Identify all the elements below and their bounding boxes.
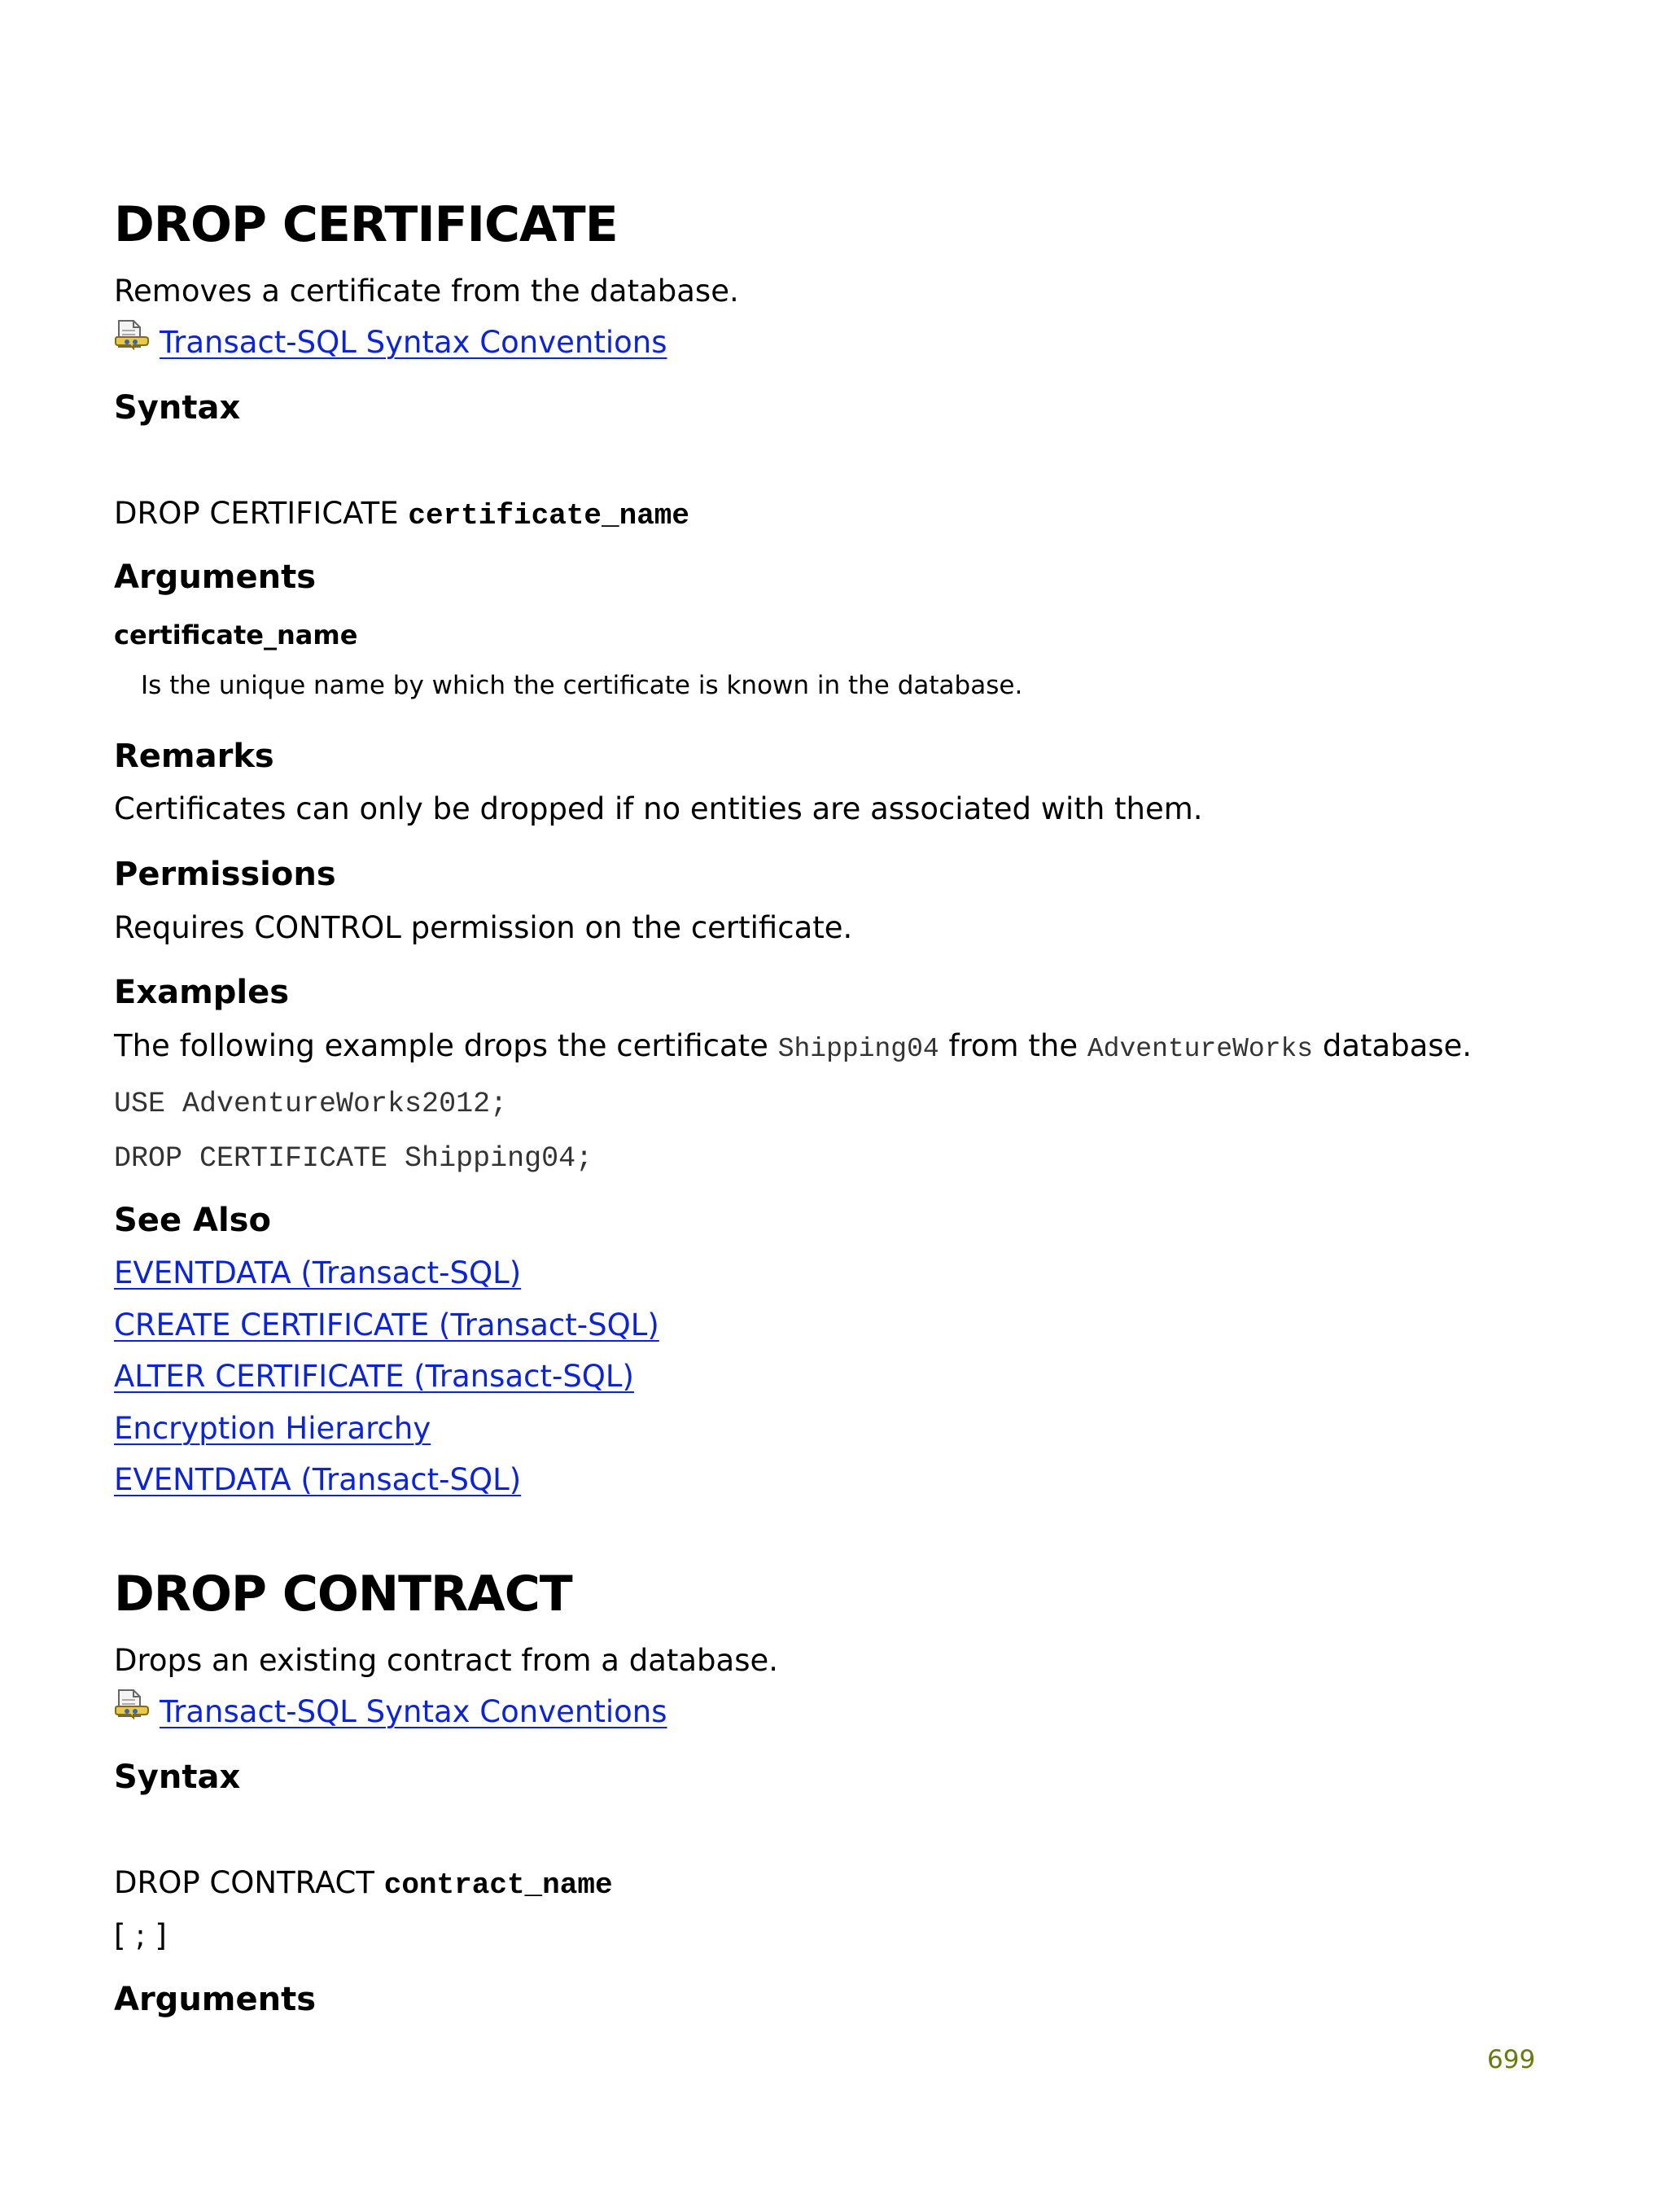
- see-also-link[interactable]: Encryption Hierarchy: [114, 1411, 431, 1446]
- permissions-text: Requires CONTROL permission on the certificate.: [114, 910, 853, 945]
- syntax-conventions-link[interactable]: Transact-SQL Syntax Conventions: [160, 1694, 667, 1729]
- code-line: USE AdventureWorks2012;: [114, 1088, 508, 1120]
- syntax-heading: Syntax: [114, 1759, 241, 1796]
- syntax-argument: contract_name: [383, 1868, 613, 1902]
- see-also-heading: See Also: [114, 1202, 271, 1239]
- remarks-text: Certificates can only be dropped if no entities are associated with them.: [114, 791, 1203, 826]
- syntax-line: [114, 1864, 613, 1905]
- example-text: from the: [948, 1028, 1079, 1063]
- syntax-line: [114, 494, 689, 536]
- see-also-link[interactable]: EVENTDATA (Transact-SQL): [114, 1255, 522, 1290]
- inline-code: Shipping04: [777, 1034, 939, 1064]
- example-text: The following example drops the certificate: [114, 1028, 768, 1063]
- syntax-terminator: [ ; ]: [114, 1918, 167, 1953]
- example-text: database.: [1322, 1028, 1472, 1063]
- see-also-link[interactable]: EVENTDATA (Transact-SQL): [114, 1462, 522, 1497]
- syntax-argument: certificate_name: [408, 499, 690, 532]
- inline-code: AdventureWorks: [1087, 1034, 1314, 1064]
- code-line: DROP CERTIFICATE Shipping04;: [114, 1142, 593, 1175]
- syntax-keyword: DROP CONTRACT: [114, 1865, 374, 1900]
- examples-heading: Examples: [114, 974, 290, 1011]
- see-also-link[interactable]: CREATE CERTIFICATE (Transact-SQL): [114, 1307, 659, 1343]
- linked-document-icon: [114, 319, 150, 352]
- page-number: 699: [1487, 2045, 1536, 2074]
- section-title: DROP CERTIFICATE: [114, 196, 618, 253]
- syntax-keyword: DROP CERTIFICATE: [114, 496, 399, 531]
- see-also-link[interactable]: ALTER CERTIFICATE (Transact-SQL): [114, 1359, 634, 1394]
- section-title: DROP CONTRACT: [114, 1566, 572, 1623]
- section-description: Removes a certificate from the database.: [114, 274, 739, 309]
- example-description: [114, 1027, 1472, 1069]
- remarks-heading: Remarks: [114, 738, 274, 775]
- syntax-conventions-link[interactable]: Transact-SQL Syntax Conventions: [160, 325, 667, 360]
- section-description: Drops an existing contract from a database.: [114, 1643, 779, 1678]
- arguments-heading: Arguments: [114, 558, 317, 596]
- syntax-heading: Syntax: [114, 389, 241, 427]
- argument-description: Is the unique name by which the certificate is known in the database.: [141, 671, 1023, 700]
- permissions-heading: Permissions: [114, 856, 336, 893]
- argument-name: certificate_name: [114, 620, 358, 650]
- arguments-heading: Arguments: [114, 1981, 317, 2018]
- linked-document-icon: [114, 1689, 150, 1721]
